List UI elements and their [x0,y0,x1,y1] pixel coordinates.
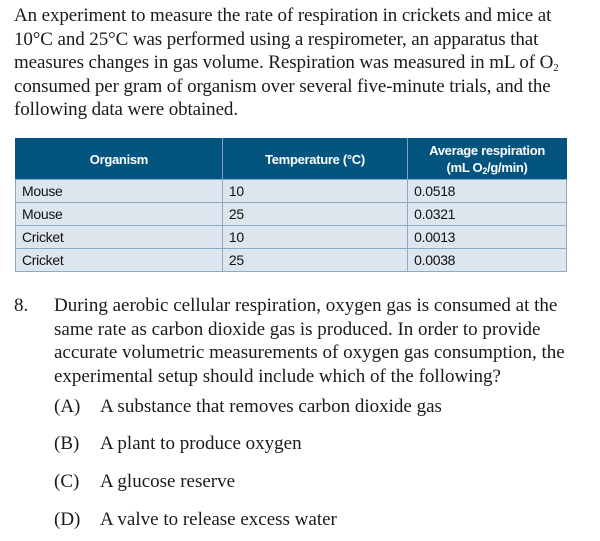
table-row [16,180,567,203]
cell-temperature: 25 [222,249,407,272]
question-8 [14,294,594,388]
cell-respiration: 0.0321 [408,203,567,226]
table-row [16,249,567,272]
choice-letter: (B) [54,433,80,454]
subscript: 2 [482,166,488,176]
cell-respiration: 0.0013 [408,226,567,249]
cell-organism: Cricket [16,249,223,272]
header-temperature: Temperature (°C) [222,139,407,180]
intro-line: consumed per gram of organism over several five-minute trials, and the [14,75,551,97]
question-line: same rate as carbon dioxide gas is produced. In order to provide [54,318,541,340]
intro-paragraph [14,4,594,122]
data-table [15,138,567,272]
cell-organism: Mouse [16,180,223,203]
table-header-row [16,139,567,180]
choice-letter: (A) [54,396,81,417]
unit-text: /g/min) [487,160,528,175]
cell-respiration: 0.0518 [408,180,567,203]
choice-text: A plant to produce oxygen [100,433,302,454]
question-stem [54,294,594,388]
header-respiration-line2 [412,159,562,176]
table-row [16,226,567,249]
cell-temperature: 25 [222,203,407,226]
choice-d[interactable] [54,509,337,531]
intro-line-text: measures changes in gas volume. Respiration was measured in mL of O [14,52,554,74]
choice-text: A glucose reserve [100,471,236,492]
intro-line: An experiment to measure the rate of respiration in crickets and mice at [14,5,552,26]
choice-a[interactable] [54,396,442,418]
cell-organism: Mouse [16,203,223,226]
question-number: 8. [14,295,29,316]
question-line: accurate volumetric measurements of oxygen gas consumption, the [54,342,565,364]
choice-letter: (C) [54,471,80,492]
intro-line [14,51,594,75]
choice-text: A valve to release excess water [100,509,337,530]
choice-b[interactable] [54,433,302,455]
cell-respiration: 0.0038 [408,249,567,272]
choice-text: A substance that removes carbon dioxide gas [100,396,442,417]
header-respiration-line1: Average respiration [429,143,546,158]
intro-line: 10°C and 25°C was performed using a respirometer, an apparatus that [14,28,539,50]
header-respiration [408,139,567,180]
choice-c[interactable] [54,471,235,493]
cell-temperature: 10 [222,226,407,249]
cell-organism: Cricket [16,226,223,249]
unit-text: (mL O [446,160,483,175]
subscript: 2 [553,62,559,75]
table-row [16,203,567,226]
cell-temperature: 10 [222,180,407,203]
question-line: experimental setup should include which of the following? [54,365,501,387]
header-organism: Organism [16,139,223,180]
choice-letter: (D) [54,509,81,530]
question-line: During aerobic cellular respiration, oxygen gas is consumed at the [54,295,558,316]
intro-line: following data were obtained. [14,99,238,121]
